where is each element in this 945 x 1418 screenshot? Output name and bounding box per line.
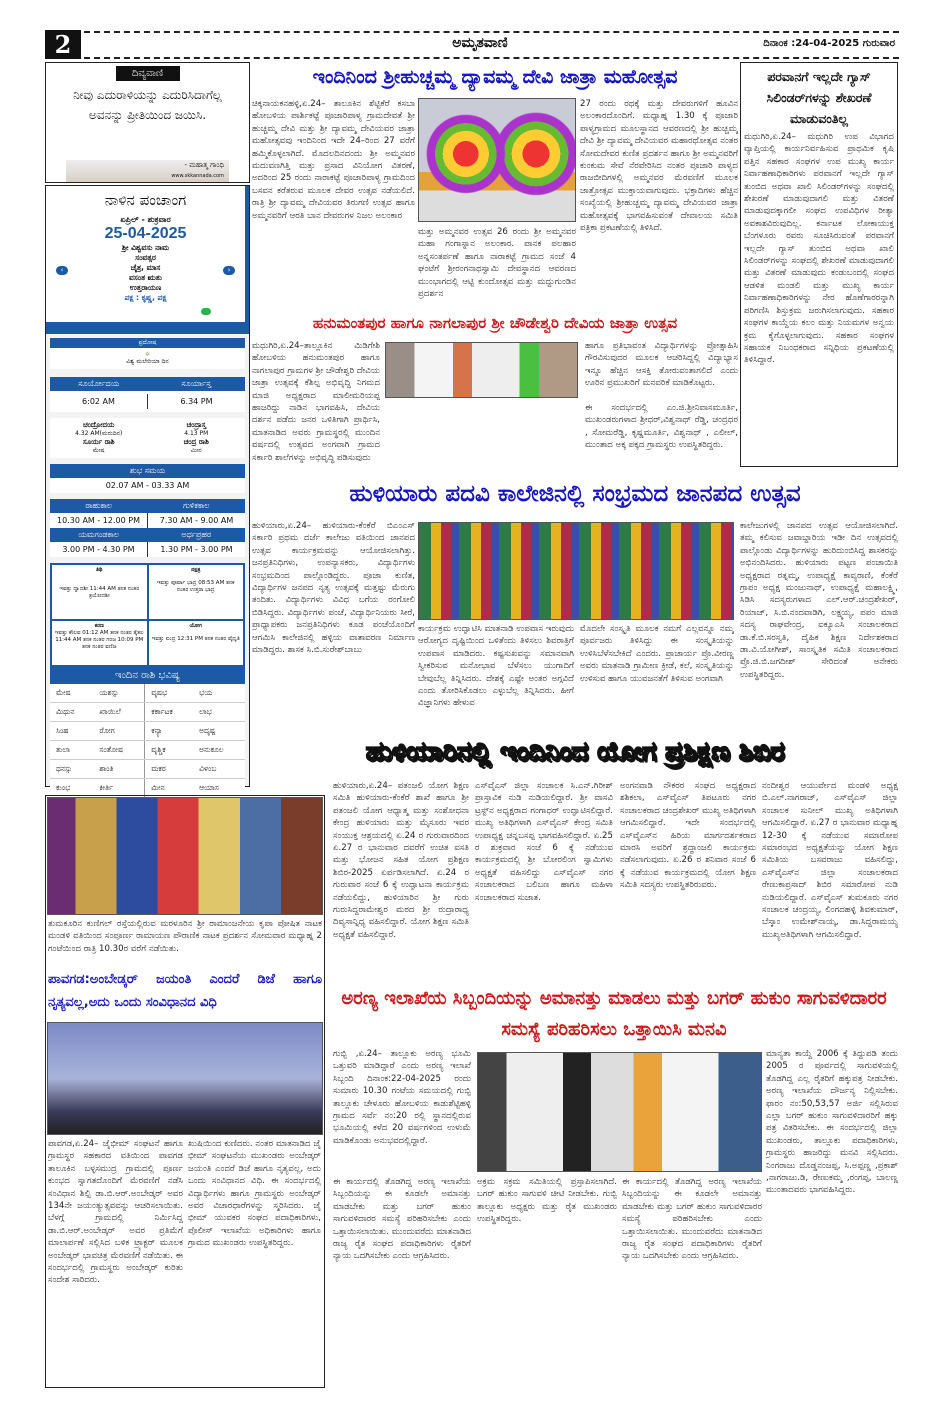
rasi-sign: ವೃಷಭ: [145, 684, 193, 703]
moonset-label: ಚಂದ್ರಾಸ್ತ: [186, 421, 206, 429]
rasi-prediction: ಅದೃಷ್ಟ: [193, 722, 245, 741]
story4-col2: ಎಸ್‌ವೈಎಸ್ ಜಿಲ್ಲಾ ಸಂಚಾಲಕ ಸಿ.ಎನ್.ಗಿರೀಶ್ ಪ್ರಾಸ್ತಾವಿಕ ನುಡಿ ನುಡಿಯಲಿದ್ದಾರೆ. ಶ್ರೀ ವಾಸವಿ ಟ್ರಸ್ಟ್‌ನ ಅಧ್ಯಕ್ಷರಾದ ಗಂಗಾಧರ್ ಉದ್ಘಾಟಿಸಲಿದ್ದಾರೆ. ಮುಖ್ಯ ಅತಿಥಿಗಳಾಗಿ ಎಸ್‌ವೈಎಸ್ ಕೇಂದ್ರ ಸಮಿತಿ ಉಪಾಧ್ಯಕ್ಷ ಚನ್ನಬಸಪ್ಪ ಭಾಗವಹಿಸಲಿದ್ದಾರೆ. ಏ.25 ರ ಶುಕ್ರವಾರ ಸಂಜೆ 6 ಕ್ಕೆ ನಡೆಯುವ ಕಾರ್ಯಕ್ರಮದಲ್ಲಿ ಶ್ರೀ ಬೋರಲಿಂಗ ಸ್ವಾಮಿಗಳು ಅಧ್ಯಕ್ಷತೆ ವಹಿಸಲಿದ್ದು ಎಸ್‌ವೈಎಸ್ ನಗರ ಸಂಚಾಲಕರಾದ ಬಲಿಬಣ ಹಾಗೂ ಮಹಿಳಾ ಸಂಚಾಲಕರಾದ ಸುಜಾತ.: [475, 781, 613, 903]
prev-arrow-icon[interactable]: ‹: [56, 266, 68, 275]
nakshatra: ಇವತ್ತು ಪೂರ್ವಾ ಭಾದ್ರ 08:53 AM ತನಕ ನಂತರ ಉತ್ತರಾ ಭಾದ್ರ: [156, 580, 235, 593]
pradosha-header: ಪ್ರದೋಷ: [50, 338, 245, 348]
header-rule-top: [84, 31, 899, 33]
rasi-row: [50, 703, 245, 722]
sunset-label: ಸೂರ್ಯಾಸ್ತ: [148, 377, 246, 391]
rasi-row: [50, 760, 245, 779]
ritu: ವಸಂತ ಋತು: [128, 273, 163, 282]
story6-headline: ಅರಣ್ಯ ಇಲಾಖೆಯ ಸಿಬ್ಬಂದಿಯನ್ನು ಅಮಾನತ್ತು ಮಾಡಲು ಮತ್ತು ಬಗರ್ ಹುಕುಂ ಸಾಗುವಳಿದಾರರ ಸಮಸ್ಯೆ ಪರಿಹರಿಸಲು ಒತ್ತಾಯಿಸಿ ಮನವಿ: [341, 988, 887, 1040]
rasi-table: [50, 684, 245, 798]
story3-col1: ಹುಳಿಯಾರು,ಏ.24– ಹುಳಿಯಾರು-ಕೆಂಕೆರೆ ಬಿಎಂಎಸ್ ಸರ್ಕಾರಿ ಪ್ರಥಮ ದರ್ಜೆ ಕಾಲೇಜು ವತಿಯಿಂದ ಜಾನಪದ ಉತ್ಸವ ಕಾರ್ಯಕ್ರಮವನ್ನು ಆಯೋಜಿಸಲಾಗಿತ್ತು. ಜನಪ್ರತಿನಿಧಿಗಳು, ಉಪನ್ಯಾಸಕರು, ವಿದ್ಯಾರ್ಥಿಗಳು ಸಂಭ್ರಮದಿಂದ ಪಾಲ್ಗೊಂಡಿದ್ದರು. ಪೂಜಾ ಕುಣಿತ, ವಿದ್ಯಾರ್ಥಿಗಳ ಜನಪದ ನೃತ್ಯ ಉತ್ಸವಕ್ಕೆ ಮತ್ತಷ್ಟು ಮೆರುಗು ತಂದಿತು. ವಿದ್ಯಾರ್ಥಿಗಳು ವಿವಿಧ ಬಗೆಯ ರಂಗೋಲಿ ಬಿಡಿಸಿದ್ದರು. ವಿದ್ಯಾರ್ಥಿಗಳು ಪಂಚೆ, ವಿದ್ಯಾರ್ಥಿನಿಯರು ಸೀರೆ, ಪ್ರಾಧ್ಯಾಪಕರು ಜನಪ್ರತಿನಿಧಿಗಳು ಕೂಡ ಪಂಚೆಯೊಂದಿಗೆ ಆಗಮಿಸಿ ಕಾಲೇಜಿನಲ್ಲಿ ಹಳ್ಳಿಯ ವಾತಾವರಣ ನಿರ್ಮಾಣ ಮಾಡಿದ್ದರು. ಶಾಸಕ ಸಿ.ಬಿ.ಸುರೇಶ್‌ಬಾಬು: [252, 521, 415, 656]
story6-col2: ಈ ಕಾರ್ಯದಲ್ಲಿ ತೊಡಗಿದ್ದ ಅರಣ್ಯ ಇಲಾಖೆಯ ಸಿಬ್ಬಂದಿಯನ್ನು ಈ ಕೂಡಲೇ ಅಮಾನತ್ತು ಮಾಡಬೇಕು ಮತ್ತು ಬಗರ್ ಹುಕುಂ ಸಾಗುವಳಿದಾರರ ಸಮಸ್ಯೆ ಪರಿಹರಿಸಬೇಕು ಎಂದು ಒತ್ತಾಯಿಸಲಾಯಿತು. ಮುಂದುವರೆದು ಮಾತನಾಡಿದ ರಾಜ್ಯ ರೈತ ಸಂಘದ ಪದಾಧಿಕಾರಿಗಳು ರೈತರಿಗೆ ನ್ಯಾಯ ಒದಗಿಸಬೇಕು ಎಂದು ಆಗ್ರಹಿಸಿದರು.: [333, 1177, 471, 1262]
rasi-sign: ಮೇಷ: [50, 684, 93, 703]
story2-col1: ಮಧುಗಿರಿ,ಏ.24–ತಾಲ್ಲೂಕಿನ ಮಿಡಿಗೇಶಿ ಹೋಬಳಿಯ ಹನುಮಂತಪುರ ಹಾಗೂ ನಾಗಲಾಪುರ ಗ್ರಾಮಗಳ ಶ್ರೀ ಚೌಡೇಶ್ವರಿ ದೇವಿಯ ಜಾತ್ರಾ ಉತ್ಸವಕ್ಕೆ ಕೆಶಿಲ್ಪ ಅಭಿವೃದ್ಧಿ ನಿಗಮದ ಮಾಜಿ ಅಧ್ಯಕ್ಷರಾದ ಮಾಲೀಮರಿಯಪ್ಪ ಹಾಜರಿದ್ದು ನಾಡಿನ ಭಾಗವಹಿಸಿ, ದೇವಿಯ ದರ್ಶನ ಪಡೆದು ಜನರ ಒಳಿತಿಗಾಗಿ ಪ್ರಾರ್ಥಿಸಿ, ಮಾತನಾಡಿದ ಅವರು ಗ್ರಾಮಸ್ಥರಲ್ಲಿ ಮುಂದಿನ ವರ್ಷದಲ್ಲಿ ಉತ್ಸವದ ಅಂಗವಾಗಿ ಗ್ರಾಮದ ಸರ್ಕಾರಿ ಶಾಲೆಗಳನ್ನು ಅಭಿವೃದ್ಧಿ ಪಡಿಸುವುದು: [252, 341, 380, 463]
shubha-time: 02.07 AM - 03.33 AM: [105, 481, 190, 490]
rasi-prediction: ಆಯಾಸ: [193, 779, 245, 798]
sunrise-label: ಸೂರ್ಯೋದಯ: [50, 377, 148, 391]
story5-col1: ಪಾವಗಡ,ಏ.24– ಜೈಭೀಮ್ ಸಂಘಟನೆ ಹಾಗೂ ಗ್ರಾಮಸ್ಥರ ಸಹಕಾರದ ವತಿಯಿಂದ ಪಾವಗಡ ತಾಲೂಕಿನ ಬಳ್ಳಸಮುದ್ರ ಗ್ರಾಮದಲ್ಲಿ ಪೂರ್ಣ ಕುಂಭದ ಸ್ವಾಗತದೊಂದಿಗೆ ಮೆರವಣಿಗೆ ನಡೆಸಿ ಸಂವಿಧಾನ ಶಿಲ್ಪಿ ಡಾ.ಬಿ.ಆರ್.ಅಂಬೇಡ್ಕರ್ ಅವರ 134ನೇ ಜಯಂತ್ಯುತ್ಸವವನ್ನು ಆಚರಿಸಲಾಯಿತು. ಬೆಳಗ್ಗೆ ಗ್ರಾಮದಲ್ಲಿ ನಿರ್ಮಿಸಿದ್ದ ಡಾ.ಬಿ.ಆರ್.ಅಂಬೇಡ್ಕರ್ ಅವರ ಪ್ರತಿಮೆಗೆ ಮಾಲಾರ್ಪಣೆ ಸಲ್ಲಿಸಿದ ಬಳಿಕ ಟ್ರ್ಯಾಕ್ಟರ್ ಮೂಲಕ ಅಂಬೇಡ್ಕರ್ ಭಾವಚಿತ್ರ ಮೆರವಣಿಗೆ ನಡೆಯಿತು. ಈ ಸಂದರ್ಭದಲ್ಲಿ ಗ್ರಾಮಸ್ಥರು ಅಂಬೇಡ್ಕರ್ ಕುರಿತು ಸಂದೇಶ ಸಾರಿದರು.: [48, 1139, 183, 1286]
story6-photo-petition: [477, 1052, 762, 1172]
rasi-sign: ತುಲಾ: [50, 741, 93, 760]
yoga: ಇವತ್ತು ಐಂದ್ರ 12:31 PM ತನಕ ನಂತರ ವೈಧೃತಿ: [151, 636, 240, 642]
yama-time: 3.00 PM - 4.30 PM: [62, 545, 135, 554]
story1-col2: ಮತ್ತು ಅಮ್ಮನವರ ಉತ್ಸವ 26 ರಂದು ಶ್ರೀ ಅಮ್ಮನವರ ಮಹಾ ಗಂಗಾಸ್ನಾನ ಅಲಂಕಾರ. ಪಾನಕ ಪಲಹಾರ ಅನ್ನಸಂತರ್ಪಣೆ ಹಾಗೂ ನಾರಾಕಟ್ಟೆ ಗ್ರಾಮದ ಸಂಜೆ 4 ಘಂಟೆಗೆ ಶ್ರೀರಂಗನಾಥಸ್ವಾಮಿ ದೇವಸ್ಥಾನದ ಆವರಣದ ಮುಂಭಾಗದಲ್ಲಿ ಆಟ್ಟಿ ಕುಂದೋತ್ಸವ ಮತ್ತು ಮದ್ದುಗುಂಡಿನ ಪ್ರದರ್ಶನ: [418, 227, 576, 300]
rasi-prediction: ಕೀರ್ತಿ: [93, 779, 144, 798]
rasi-prediction: ಯಶಸ್ಸು: [93, 684, 144, 703]
nakshatra-label: ನಕ್ಷತ್ರ: [191, 567, 201, 573]
rasi-prediction: ಖಾಯಿಲೆ: [93, 703, 144, 722]
issue-date: ದಿನಾಂಕ :24-04-2025 ಗುರುವಾರ: [763, 38, 895, 49]
tithi: ಇವತ್ತು ದ್ವಾದಶೀ 11:44 AM ತನಕ ನಂತರ ತ್ರಯೋದಶೀ: [59, 586, 140, 599]
page-number: 2: [45, 30, 81, 59]
story5-headline: ಪಾವಗಡ:ಅಂಬೇಡ್ಕರ್ ಜಯಂತಿ ಎಂದರೆ ಡಿಜೆ ಹಾಗೂ ನೃತ್ಯವಲ್ಲ,ಅದು ಒಂದು ಸಂವಿಧಾನದ ವಿಧಿ: [48, 972, 322, 1010]
karana: ಇವತ್ತು ಕೌಲವ 01:12 AM ತನಕ ನಂತರ ತೈತಲ 11:44 AM ತನಕ ನಂತರ ಗರಜ 10:09 PM ತನಕ ನಂತರ ವಣಿಜ: [54, 630, 144, 650]
story1-photo-deities: [418, 98, 576, 222]
divyavani-quote: ನೀವು ಎದುರಾಳಿಯನ್ನು ಎದುರಿಸಿದಾಗೆಲ್ಲ ಅವನನ್ನು ಪ್ರೀತಿಯಿಂದ ಜಯಿಸಿ.: [73, 88, 222, 122]
rasi-row: [50, 722, 245, 741]
story4-headline: ಹುಳಿಯಾರಿನಲ್ಲಿ ಇಂದಿನಿಂದ ಯೋಗ ಪ್ರಶಿಕ್ಷಣ ಶಿಬಿರ: [365, 737, 785, 767]
samvatsara-label: ಸಂವತ್ಸರ: [135, 253, 156, 262]
rahu-time: 10.30 AM - 12.00 PM: [57, 516, 140, 525]
rasi-sign: ಮೀನ: [145, 779, 193, 798]
divyavani-box: [45, 62, 250, 183]
story6-col3: ಅಕ್ರಮ ಸಕ್ರಮ ಸಮಿತಿಯಲ್ಲಿ ಪ್ರಸ್ತಾಪಿಸಲಾಗಿದೆ. ಬಗರ್ ಹುಕುಂ ಸಾಗುವಳಿ ಚೀಟಿ ನೀಡಬೇಕು. ಗುಬ್ಬಿ ತಾಲ್ಲೂಕು ಅಧ್ಯಕ್ಷರು ಮತ್ತು ರೈತ ಮುಖಂಡರು ಉಪಸ್ಥಿತರಿದ್ದರು.: [477, 1177, 617, 1225]
moonset-time: 4.13 PM: [184, 430, 209, 437]
moonrise-time: 4.32 AM(ಮರುದಿನ): [75, 430, 123, 437]
rasi-row: [50, 741, 245, 760]
day-note: [50, 348, 245, 369]
story3-col2: ಕಾರ್ಯಕ್ರಮ ಉದ್ಘಾಟಿಸಿ ಮಾತನಾಡಿ ಉಪವಾಸ ಇರುವುದು ಆರೋಗ್ಯದ ದೃಷ್ಟಿಯಿಂದ ಒಳಿತೆಂದು ತಿಳಿಸಲು ಶಿವರಾತ್ರಿಗೆ ಉಪವಾಸ ಮಾಡಿದರು. ಕಷ್ಟಸುಖವನ್ನು ಸಮಾನವಾಗಿ ಸ್ವೀಕರಿಸುವ ಮನೋಭಾವ ಬೆಳೆಸಲು ಯುಗಾದಿಗೆ ಬೇವುಬೆಲ್ಲ ತಿನ್ನಿಸಿದರು. ದೇಶಕ್ಕೆ ಎಷ್ಟೇ ಅಂತರ ಅಗ್ಗವಿದೆ ಎಂದು ತೋರಿಸಿಕೊಡಲು ಎಳ್ಳುಬೆಲ್ಲ ತಿನ್ನಿಸಿದರು. ಹೀಗೆ ವಿಜ್ಞಾನಿಗಳು ಹೇಳುವ: [418, 624, 574, 709]
rasi-sign: ಮಕರ: [145, 760, 193, 779]
gas-headline: ಪರವಾನಗೆ ಇಲ್ಲದೇ ಗ್ಯಾಸ್ ಸಿಲಿಂಡರ್‌ಗಳನ್ನು ಶೇಖರಣೆ ಮಾಡುವಂತಿಲ್ಲ: [766, 69, 872, 126]
story2-photo-devotees: [385, 342, 578, 398]
rasi-sign: ಮಿಥುನ: [50, 703, 93, 722]
gas-story-box: [740, 62, 898, 467]
rasi-prediction: ರೋಗ: [93, 722, 144, 741]
rasi-sign: ಕುಂಭ: [50, 779, 93, 798]
story4-col3: ಅಂಗನವಾಡಿ ನೌಕರರ ಸಂಘದ ಅಧ್ಯಕ್ಷರಾದ ಶಶಿಕಲಾ, ಎಸ್‌ವೈಎಸ್ ತಿಪಟೂರು ನಗರ ಸಂಚಾಲಕರಾದ ಚಂದ್ರಶೇಖರ್ ಮುಖ್ಯ ಅತಿಥಿಗಳಾಗಿ ಆಗಮಿಸಲಿದ್ದಾರೆ. ಇದೇ ಸಂದರ್ಭದಲ್ಲಿ ಎಸ್‌ವೈಎಸ್‌ನ ಹಿರಿಯ ಮಾರ್ಗದರ್ಶಕರಾದ ಮಾರಸಿ ಅವರಿಗೆ ಶ್ರದ್ಧಾಂಜಲಿ ಕಾರ್ಯಕ್ರಮ ನಡೆಸಲಾಗುವುದು. ಏ.26 ರ ಶನಿವಾರ ಸಂಜೆ 6 ಕ್ಕೆ ನಡೆಯುವ ಕಾರ್ಯಕ್ರಮದಲ್ಲಿ ಯೋಗ ಶಿಕ್ಷಣ ಸಮಿತಿ ಸದಸ್ಯರು ಉಪಸ್ಥಿತರಿರುವರು.: [620, 781, 756, 891]
divyavani-site: www.skkannada.com: [171, 173, 224, 179]
rasi-prediction: ಅನುಕೂಲ: [193, 741, 245, 760]
story1-col3: 27 ರಂದು ರಥಕ್ಕೆ ಮತ್ತು ದೇವರುಗಳಿಗೆ ಹೂವಿನ ಅಲಂಕಾರದೊಂದಿಗೆ. ಮಧ್ಯಾಹ್ನ 1.30 ಕ್ಕೆ ಪೂಜಾರಿ ಪಾಳ್ಯಗ್ರಾಮದ ಮೂಲಸ್ಥಾನದ ಆವರಣದಲ್ಲಿ ಶ್ರೀ ಹುಚ್ಚಮ್ಮ ದೇವಿ ಶ್ರೀ ದ್ಯಾವಮ್ಮ ದೇವಿಯವರ ಮಹಾರಥೋತ್ಸವ ನಂತರ ಸೋಮದೇವರ ಕುಣಿತ ಪ್ರದರ್ಶನ ಹಾಗೂ ಶ್ರೀ ಅಮ್ಮನವರಿಗೆ ಕುಂಕುಮ ಸೇವೆ ನೆರವೇರಿಸಿದ ನಂತರ ಪೂಜಾರಿ ಪಾಳ್ಯದ ರಾಜಬೀದಿಗಳಲ್ಲಿ ಅಮ್ಮನವರ ಮೆರವಣಿಗೆ ಮೂಲಕ ಜಾತ್ರೋತ್ಸವ ಮುಕ್ತಾಯವಾಗುವುದು. ಭಕ್ತಾದಿಗಳು ಹೆಚ್ಚಿನ ಸಂಖ್ಯೆಯಲ್ಲಿ ಶ್ರೀಹುಚ್ಚಮ್ಮ ದ್ಯಾವಮ್ಮ ದೇವಿಯವರ ಜಾತ್ರಾ ಮಹೋತ್ಸವಕ್ಕೆ ಭಾಗವಹಿಸುವಂತೆ ದೇವಾಲಯ ಸಮಿತಿ ಪತ್ರಿಕಾ ಪ್ರಕಟಣೆಯಲ್ಲಿ ತಿಳಿಸಿದೆ.: [580, 99, 738, 234]
paksha: ಪಕ್ಷ : ಕೃಷ್ಣ, ಪಕ್ಷ: [124, 293, 167, 302]
masthead: ಅಮೃತವಾಣಿ: [452, 35, 508, 51]
whatsapp-icon[interactable]: [201, 308, 211, 315]
rasi-sign: ಕನ್ಯಾ: [145, 722, 193, 741]
story3-headline: ಹುಳಿಯಾರು ಪದವಿ ಕಾಲೇಜಿನಲ್ಲಿ ಸಂಭ್ರಮದ ಜಾನಪದ ಉತ್ಸವ: [349, 481, 801, 507]
story6-col4: ಮಾನ್ಯತಾ ಕಾಯ್ದೆ 2006 ಕ್ಕೆ ತಿದ್ದುಪಡಿ ತಂದು 2005 ರ ಪೂರ್ವದಲ್ಲಿ ಸಾಗುವಳಿಯಲ್ಲಿ ತೊಡಗಿದ್ದ ಎಲ್ಲ ರೈತರಿಗೆ ಹಕ್ಕುಪತ್ರ ನೀಡಬೇಕು. ಅರಣ್ಯ ಇಲಾಖೆಯ ದೌರ್ಜನ್ಯ ನಿಲ್ಲಿಸಬೇಕು. ಫಾರಂ ನಂ:50,53,57 ಅರ್ಜಿ ಸಲ್ಲಿಸಿರುವ ಎಲ್ಲಾ ಬಗರ್ ಹುಕುಂ ಸಾಗುವಳಿದಾರರಿಗೆ ಹಕ್ಕು ಪತ್ರ ವಿತರಿಸಬೇಕು. ಈ ಸಂದರ್ಭದಲ್ಲಿ ಜಿಲ್ಲಾ ಮುಖಂಡರು, ತಾಲ್ಲೂಕು ಪದಾಧಿಕಾರಿಗಳು, ಗ್ರಾಮಸ್ಥರು ಹಾಜರಿದ್ದು ಮನವಿ ಸಲ್ಲಿಸಿದರು. ನಿಂಗರಾಜು ದೊಡ್ಡನಂಜಪ್ಪ, ಸಿ.ಅಪ್ಪಣ್ಣ ,ಪ್ರಕಾಶ್ ,ನಾಗರಾಜು.ಡಿ, ರೇಣುಕಮ್ಮ ,ರಂಗಪ್ಪ, ಬಾಲಣ್ಣ ಮುಂತಾದವರು ಭಾಗವಹಿಸಿದ್ದರು.: [766, 1049, 898, 1196]
tithi-label: ತಿಥಿ: [96, 567, 103, 573]
surya-rasi-label: ಸೂರ್ಯ ರಾಶಿ: [82, 438, 115, 446]
yoga-label: ಯೋಗ: [189, 623, 202, 629]
gas-body: ಮಧುಗಿರಿ,ಏ.24– ಮಧುಗಿರಿ ಉಪ ವಿಭಾಗದ ವ್ಯಾಪ್ತಿಯಲ್ಲಿ ಕಾರ್ಯನಿರ್ವಹಿಸುವ ಪ್ರಾಥಮಿಕ ಕೃಷಿ ಪತ್ತಿನ ಸಹಕಾರ ಸಂಘಗಳ ಉಪ ಮುಖ್ಯ ಕಾರ್ಯ ನಿರ್ವಾಹಣಾಧಿಕಾರಿಗಳು ಪರವಾನಗೆ ಇಲ್ಲದೇ ಗ್ಯಾಸ್ ತುಂಬಿದ ಅಥವಾ ಖಾಲಿ ಸಿಲಿಂಡರ್‌ಗಳನ್ನು ಸಂಘದಲ್ಲಿ ಶೇಖರಣೆ ಮಾಡುವುದಾಗಲಿ ಮತ್ತು ವಿತರಣೆ ಮಾಡುವುದಕ್ಕಾಗಲೀ ಸಂಘದ ಉಪವಿಧಿಗಳ ರೀತ್ಯಾ ಅವಕಾಶವಿರುವುದಿಲ್ಲ. ಕರ್ನಾಟಕ ಲೋಕಾಯುಕ್ತ ಬೆಂಗಳೂರು ರವರು ಸೂಚಿಸಿರುವಂತೆ ಪರವಾನಗೆ ಇಲ್ಲದೇ ಗ್ಯಾಸ್ ತುಂಬಿದ ಅಥವಾ ಖಾಲಿ ಸಿಲಿಂಡರ್‌ಗಳನ್ನು ಸಂಘದಲ್ಲಿ ಶೇಖರಣೆ ಮಾಡುವುದಾಗಲಿ ಮತ್ತು ವಿತರಣೆ ಮಾಡುವುದು ಕಂಡುಬಂದಲ್ಲಿ ಸಂಘದ ಆಡಳಿತ ಮಂಡಲಿ ಮತ್ತು ಮುಖ್ಯ ಕಾರ್ಯ ನಿರ್ವಾಹಣಾಧಿಕಾರಿಗಳನ್ನು ನೇರ ಹೊಣೆಗಾರರನ್ನಾಗಿ ಪರಿಗಣಿಸಿ ಶಿಸ್ತುಕ್ರಮ ಜರುಗಿಸಲಾಗುವುದು. ಸಹಕಾರ ಸಂಘಗಳ ಕಾಯ್ದೆಯ ಕಲಂ ಮತ್ತು ನಿಯಮಗಳ ಅನ್ವಯ ಕ್ರಮ ಕೈಗೊಳ್ಳಲಾಗುವುದು. ಸಹಕಾರ ಸಂಘಗಳ ಸಹಾಯಕ ನಿಬಂಧಕರಾದ ಸನ್ನಿಧಿಯ ಪ್ರಕಟಣೆಯಲ್ಲಿ ತಿಳಿಸಿದ್ದಾರೆ.: [744, 132, 894, 366]
rasi-prediction: ಸಂತೋಷ: [93, 741, 144, 760]
gulika-time: 7.30 AM - 9.00 AM: [147, 513, 245, 528]
story4-col1: ಹುಳಿಯಾರು,ಏ.24– ಪತಂಜಲಿ ಯೋಗ ಶಿಕ್ಷಣ ಸಮಿತಿ ಹುಳಿಯಾರು-ಕೆಂಕೆರೆ ಶಾಖೆ ಹಾಗೂ ಶ್ರೀ ಪತಂಜಲಿ ಯೋಗ ಆಧ್ಯಾತ್ಮ ಮತ್ತು ಸಂಶೋಧನಾ ಕೇಂದ್ರ ಹುಳಿಯಾರು ಮತ್ತು ಮೈಸೂರು ಇವರ ಸಂಯುಕ್ತ ಆಶ್ರಯದಲ್ಲಿ ಏ.24 ರ ಗುರುವಾರದಿಂದ ಏ.27 ರ ಭಾನುವಾರ ದವರೆಗೆ ಉಚಿತ ವಸತಿ ಮತ್ತು ಭೋಜನ ಸಹಿತ ಯೋಗ ಪ್ರಶಿಕ್ಷಣ ಶಿಬಿರ-2025 ಏರ್ಪಡಿಸಲಾಗಿದೆ. ಏ.24 ರ ಗುರುವಾರ ಸಂಜೆ 6 ಕ್ಕೆ ಉದ್ಘಾಟನಾ ಕಾರ್ಯಕ್ರಮ ನಡೆಯಲಿದ್ದು, ಹುಳಿಯಾರಿನ ಶ್ರೀ ಗುರು ಗುರುಸಿದ್ದರಾಮೇಶ್ವರ ಮಠದ ಶ್ರೀ ರುದ್ರಾರಾಧ್ಯ ದಿವ್ಯಸಾನ್ನಿಧ್ಯ ವಹಿಸಲಿದ್ದಾರೆ. ಯೋಗ ಶಿಕ್ಷಣ ಸಮಿತಿ ಅಧ್ಯಕ್ಷತೆ ವಹಿಸಲಿದ್ದಾರೆ.: [333, 781, 469, 940]
story4-col4: ನಂದೀಶ್ವರ ಆಯುರ್ವೇದ ಮಂಡಳಿ ಅಧ್ಯಕ್ಷ ಬಿ.ಎಲ್.ನಾಗರಾಜ್, ಎಸ್‌ವೈಎಸ್ ಜಿಲ್ಲಾ ಸಂಚಾಲಕ ಸುನೀಲ್ ಮುಖ್ಯ ಅತಿಥಿಗಳಾಗಿ ಆಗಮಿಸಲಿದ್ದಾರೆ. ಏ.27 ರ ಭಾನುವಾರ ಮಧ್ಯಾಹ್ನ 12-30 ಕ್ಕೆ ನಡೆಯುವ ಸಮಾರೋಪ ಸಮಾರಂಭದ ಅಧ್ಯಕ್ಷತೆಯನ್ನು ಯೋಗ ಶಿಕ್ಷಣ ಸಮಿತಿಯ ಬಸವರಾಜು ವಹಿಸಲಿದ್ದು, ಎಸ್‌ವೈಎಸ್‌ನ ಜಿಲ್ಲಾ ಸಂಚಾಲಕರಾದ ರೇಣುಕಾಪ್ರಸಾದ್ ಶಿಬಿರ ಸಮಾರೋಪ ನುಡಿ ನುಡಿಯಲಿದ್ದಾರೆ. ಎಸ್‌ವೈಎಸ್ ತುಮಕೂರು ನಗರ ಸಂಚಾಲಕ ಚಂದ್ರಯ್ಯ, ಲಿಂಗದಹಳ್ಳಿ ಶಿವಕುಮಾರ್, ಬೆಸ್ಕಾಂ ಉಮೇಶ್‌ನಾಯ್ಕ, ಡಾ.ಸಿದ್ದರಾಮಯ್ಯ ಮುಖ್ಯಅತಿಥಿಗಳಾಗಿ ಆಗಮಿಸಲಿದ್ದಾರೆ.: [762, 781, 898, 940]
chandra-rasi-label: ಚಂದ್ರ ರಾಶಿ: [183, 438, 209, 446]
story6-col1: ಗುಬ್ಬಿ ,ಏ.24– ತಾಲ್ಲೂಕು ಅರಣ್ಯ ಭೂಮಿ ಒತ್ತುವರಿ ಮಾಡಿದ್ದಾರೆ ಎಂದು ಅರಣ್ಯ ಇಲಾಖೆ ಸಿಬ್ಬಂದಿ ದಿನಾಂಕ:22-04-2025 ರಂದು ಸುಮಾರು 10.30 ಗಂಟೆಯ ಸಮಯದಲ್ಲಿ ಗುಬ್ಬಿ ತಾಲ್ಲೂಕು ಚೇಳೂರು ಹೋಬಳಿಯ ಕಾಡುಶೆಟ್ಟಿಹಳ್ಳಿ ಗ್ರಾಮದ ಸರ್ವೆ ನಂ:20 ರಲ್ಲಿ ಸ್ಥಾನದಲ್ಲಿರುವ ಭೂಮಿಯಲ್ಲಿ ಕಳೆದ 20 ವರ್ಷಗಳಿಂದ ಉಳುಮೆ ಮಾಡಿಕೊಂಡು ಅನುಭವದಲ್ಲಿದ್ದಾರೆ.: [333, 1049, 471, 1146]
samvatsara: ಶ್ರೀ ವಿಶ್ವವಸು ನಾಮ: [121, 243, 170, 252]
rasi-sign: ಕರ್ಕಾಟಕ: [145, 703, 193, 722]
story1-col1: ಚಿಕ್ಕನಾಯಕನಹಳ್ಳಿ,ಏ.24– ತಾಲೂಕಿನ ಶೆಟ್ಟಿಕೆರೆ ಕಸಬಾ ಹೋಬಳಿಯ ಪಾರ್ಶಿಕಟ್ಟೆ ಪೂಜಾರಿಪಾಳ್ಯ ಗ್ರಾಮದೇವತೆ ಶ್ರೀ ಹುಚ್ಚಮ್ಮ ದೇವಿ ಮತ್ತು ಶ್ರೀ ದ್ಯಾವಮ್ಮ ದೇವಿಯವರ ಜಾತ್ರಾ ಮಹೋತ್ಸವವು ಇಂದಿನಿಂದ ಇದೇ 24–ರಿಂದ 27 ವರೆಗೆ ಹಮ್ಮಿಕೊಳ್ಳಲಾಗಿದೆ. ಮೊದಲದಿನದಂದು ಶ್ರೀ ಅಮ್ಮನವರ ಮದುವಣಗಿತ್ತಿ ಮತ್ತು ಪ್ರಸಾದ ವಿನಿಯೋಗ ವಿತರಣೆ, ಅದರಿಂದ 25 ರಂದು ನಾರಾಕಟ್ಟೆ ಪೂಜಾರಿಪಾಳ್ಯ ಗ್ರಾಮದಿಂದ ಬಸವನ ಕರೆತರುವ ಮೂಲಕ ದೇವರ ಉತ್ಸವ ನಡೆಯಲಿದೆ. ರಾತ್ರಿ ಶ್ರೀ ದ್ಯಾವಮ್ಮ ದೇವಿಯವರ ತಿರುಗಣಿ ಉತ್ಸವ ಹಾಗೂ ಅಮ್ಮನವರಿಗೆ ಆರತಿ ಬಾನ ದೇವರುಗಳ ನಿಜಲ ಅಲಂಕಾರ: [252, 99, 415, 221]
shubha-label: ಶುಭ ಸಮಯ: [50, 464, 245, 478]
story3-col4: ಕಾಲೇಜುಗಳಲ್ಲಿ ಜಾನಪದ ಉತ್ಸವ ಆಯೋಜಿಸಲಾಗಿದೆ. ತಮ್ಮ ಕಲಿಸುವ ಜವಾಬ್ದಾರಿಯ ಇಡೀ ದಿನ ಉತ್ಸವದಲ್ಲಿ ಪಾಲ್ಗೊಂಡು ವಿದ್ಯಾರ್ಥಿಗಳನ್ನು ಹುರಿದುಂಬಿಸಿದ್ದ ಶಾಸಕರನ್ನು ಅಭಿನಂದಿಸಿದರು. ಹುಳಿಯಾರು ಪಟ್ಟಣ ಪಂಚಾಯಿತಿ ಅಧ್ಯಕ್ಷರಾದ ರತ್ನಮ್ಮ, ಉಪಾಧ್ಯಕ್ಷೆ ಕಾವ್ಯರಾಣಿ, ಕೆಂಕೆರೆ ಗ್ರಾಪಂ ಅಧ್ಯಕ್ಷ ಮಂಜುನಾಥ್, ಉಪಾಧ್ಯಕ್ಷೆ ಮಹಾಲಕ್ಷ್ಮಿ, ಸಿಡಿಸಿ ಸದಸ್ಯರುಗಳಾದ ಎಲ್.ಆರ್.ಚಂದ್ರಶೇಖರ್, ರಿಯಾಜ್, ಸಿ.ಬಿ.ನಂದವಾಡಿಗಿ, ಲಕ್ಷ್ಮಯ್ಯ, ಪಪಂ ಮಾಜಿ ಸದಸ್ಯ ರಾಘವೇಂದ್ರ, ಐಕ್ಯೂಎಸಿ ಸಂಚಾಲಕರಾದ ಡಾ.ಕೆ.ಬಿ.ಸರಸ್ವತಿ, ದೈಹಿಕ ಶಿಕ್ಷಣ ನಿರ್ದೇಶಕರಾದ ಡಾ.ವಿ.ಯೋಗೀಶ್, ಸಾಂಸ್ಕೃತಿಕ ಸಮಿತಿ ಸಂಚಾಲಕರಾದ ಪ್ರೊ.ಜಿ.ಬಿ.ಜಗದೀಶ್ ಸೇರಿದಂತೆ ಅನೇಕರು ಉಪಸ್ಥಿತರಿದ್ದರು.: [740, 521, 898, 680]
story2-col2: ಹಾಗೂ ಪ್ರತಿಭಾವಂತ ವಿದ್ಯಾರ್ಥಿಗಳನ್ನು ಪ್ರೋತ್ಸಾಹಿಸಿ ಗೌರವಿಸುವುದರ ಮೂಲಕ ಆಚರಿಸಿದ್ದಲ್ಲಿ ವಿದ್ಯಾಭ್ಯಾಸ ಇನ್ನೂ ಹೆಚ್ಚಿನ ಆಸಕ್ತಿ ತೋರುವಂತಾಗಲಿದೆ ಎಂದು ಊರಿನ ಪ್ರಮುಖರಿಗೆ ಮನವರಿಕೆ ಮಾಡಿಕೊಟ್ಟರು.: [585, 341, 738, 389]
karana-label: ಕರಣ: [94, 623, 104, 629]
story6-col3b: ಈ ಕಾರ್ಯದಲ್ಲಿ ತೊಡಗಿದ್ದ ಅರಣ್ಯ ಇಲಾಖೆಯ ಸಿಬ್ಬಂದಿಯನ್ನು ಈ ಕೂಡಲೇ ಅಮಾನತ್ತು ಮಾಡಬೇಕು ಮತ್ತು ಬಗರ್ ಹುಕುಂ ಸಾಗುವಳಿದಾರರ ಸಮಸ್ಯೆ ಪರಿಹರಿಸಬೇಕು ಎಂದು ಒತ್ತಾಯಿಸಲಾಯಿತು. ಮುಂದುವರೆದು ಮಾತನಾಡಿದ ರಾಜ್ಯ ರೈತ ಸಂಘದ ಪದಾಧಿಕಾರಿಗಳು ರೈತರಿಗೆ ನ್ಯಾಯ ಒದಗಿಸಬೇಕು ಎಂದು ಆಗ್ರಹಿಸಿದರು.: [622, 1177, 762, 1262]
story3-photo-students: [418, 522, 734, 620]
panchang-date: 25-04-2025: [104, 225, 187, 242]
chandra-rasi: ಮೀನ: [190, 447, 202, 454]
panchang-title: ನಾಳಿನ ಪಂಚಾಂಗ: [104, 191, 187, 209]
rasi-row: [50, 684, 245, 703]
story3-col3: ಮೊದಲೇ ಸಂಸ್ಕೃತಿ ಮೂಲಕ ನಮಗೆ ಎಲ್ಲವನ್ನೂ ನಮ್ಮ ಪೂರ್ವಜರು ತಿಳಿಸಿದ್ದು ಈ ಸಂಸ್ಕೃತಿಯನ್ನು ಉಳಿಸಿಬೆಳೆಸಬೇಕಿದೆ ಎಂದರು. ಪ್ರಾಚಾರ್ಯ ಪ್ರೊ.ವೀರಣ್ಣ ಅವರು ಮಾತನಾಡಿ ಗ್ರಾಮೀಣ ಕ್ರೀಡೆ, ಕಲೆ, ಸಂಸ್ಕೃತಿಯನ್ನು ಉಳಿಸುವ ಹಾಗೂ ಯುವಜನತೆಗೆ ತಿಳಿಸುವ ಅಂಗವಾಗಿ: [580, 624, 734, 684]
divyavani-title: ದಿವ್ಯವಾಣಿ: [116, 66, 180, 81]
rasi-prediction: ವಿಳಂಬ: [193, 760, 245, 779]
rahu-label: ರಾಹುಕಾಲ: [50, 499, 148, 513]
gulika-label: ಗುಳಿಕಕಾಲ: [148, 499, 246, 513]
ambedkar-statue-photo: [47, 1022, 323, 1135]
ayana: ಉತ್ತರಾಯಣ: [129, 283, 162, 292]
panchang-month-day: ಏಪ್ರಿಲ್ - ಶುಕ್ರವಾರ: [120, 215, 171, 224]
rasi-sign: ವೃಶ್ಚಿಕ: [145, 741, 193, 760]
yama-label: ಯಮಗಂಡಕಾಲ: [50, 528, 148, 542]
story2-headline: ಹನುಮಂತಪುರ ಹಾಗೂ ನಾಗಲಾಪುರ ಶ್ರೀ ಚೌಡೇಶ್ವರಿ ದೇವಿಯ ಜಾತ್ರಾ ಉತ್ಸವ: [312, 314, 678, 332]
ardhaprahara-time: 1.30 PM - 3.00 PM: [147, 542, 245, 557]
rasi-sign: ಸಿಂಹ: [50, 722, 93, 741]
story5-col2: ಖುಷಿಯಿಂದ ಕುಣಿದರು. ನಂತರ ಮಾತನಾಡಿದ ಜೈ ಭೀಮ್ ಸಂಘಟನೆಯ ಮುಖಂಡರು ಅಂಬೇಡ್ಕರ್ ಜಯಂತಿ ಎಂದರೆ ಡಿಜೆ ಹಾಗೂ ನೃತ್ಯವಲ್ಲ, ಅದು ಒಂದು ಸಂವಿಧಾನದ ವಿಧಿ. ಈ ಸಂದರ್ಭದಲ್ಲಿ ವಿದ್ಯಾರ್ಥಿಗಳು ಹಾಗೂ ಗ್ರಾಮಸ್ಥರು ಅಂಬೇಡ್ಕರ್ ಅವರ ವಿಚಾರಧಾರೆಗಳನ್ನು ಸ್ಮರಿಸಿದರು. ಜೈ ಭೀಮ್ ಯುವಕರ ಸಂಘದ ಪದಾಧಿಕಾರಿಗಳು, ಪೊಲೀಸ್ ಇಲಾಖೆಯ ಅಧಿಕಾರಿಗಳು ಹಾಗೂ ಗ್ರಾಮದ ಮುಖಂಡರು ಉಪಸ್ಥಿತರಿದ್ದರು.: [188, 1139, 321, 1249]
drama-photo: [47, 797, 323, 915]
header-rule-bottom: [84, 57, 899, 59]
day-note-text: ವಿಶ್ವ ಮಲೇರಿಯಾ ದಿನ: [126, 358, 169, 365]
drama-photo-caption: ತುಮಕೂರಿನ ಕುಣಿಗಲ್ ರಸ್ತೆಯಲ್ಲಿರುವ ಮರಳೂರಿನ ಶ್ರೀ ರಾಮಾಂಜನೇಯ ಕೃಪಾ ಪೋಷಿತ ನಾಟಕ ಮಂಡಳಿ ವತಿಯಿಂದ ಸಂಪೂರ್ಣ ರಾಮಾಯಣ ಪೌರಾಣಿಕ ನಾಟಕ ಪ್ರದರ್ಶನ ಸೋಮವಾರ ಮಧ್ಯಾಹ್ನ 2 ಗಂಟೆಯಿಂದ ರಾತ್ರಿ 10.30ರ ವರೆಗೆ ನಡೆಯಿತು.: [48, 919, 322, 954]
rasi-prediction: ಭಯ: [193, 684, 245, 703]
next-arrow-icon[interactable]: ›: [223, 266, 235, 275]
rasi-sign: ಧನಸ್ಸು: [50, 760, 93, 779]
masa: ಚೈತ್ರ, ಮಾಸ: [130, 263, 161, 272]
moonrise-label: ಚಂದ್ರೋದಯ: [83, 421, 115, 429]
divyavani-author: - ಮಹಾತ್ಮ ಗಾಂಧಿ: [184, 161, 224, 169]
panchang-box: [45, 185, 250, 792]
story1-headline: ಇಂದಿನಿಂದ ಶ್ರೀಹುಚ್ಚಮ್ಮ ದ್ಯಾವಮ್ಮ ದೇವಿ ಜಾತ್ರಾ ಮಹೋತ್ಸವ: [312, 66, 678, 88]
rasi-prediction: ಶಾಂತಿ: [93, 760, 144, 779]
rasi-title: ಇಂದಿನ ರಾಶಿ ಭವಿಷ್ಯ: [50, 667, 245, 684]
surya-rasi: ಮೇಷ: [92, 447, 105, 454]
rasi-prediction: ಲಾಭ: [193, 703, 245, 722]
sunrise-time: 6:02 AM: [82, 397, 115, 406]
sunset-time: 6.34 PM: [147, 394, 245, 409]
mosquito-icon: ✲: [144, 351, 151, 358]
story2-col3: ಈ ಸಂದರ್ಭದಲ್ಲಿ ಎಂ.ಜಿ.ಶ್ರೀನಿವಾಸಮೂರ್ತಿ, ಮುಖಂಡರುಗಳಾದ ಶ್ರೀಧರ್,ವಿಶ್ವನಾಥ್ ರೆಡ್ಡಿ, ಚಂದ್ರಧರ , ಸೋಮರೆಡ್ಡಿ, ಕೃಷ್ಣಮೂರ್ತಿ, ವಿಶ್ವನಾಥ್ , ಎಲೀಲ್, ಮುಂತಾದ ಅಕ್ಕ ಪಕ್ಕದ ಗ್ರಾಮಸ್ಥರು ಉಪಸ್ಥಿತರಿದ್ದರು.: [585, 403, 738, 451]
ardhaprahara-label: ಅರ್ಧಪ್ರಹರ: [148, 528, 246, 542]
